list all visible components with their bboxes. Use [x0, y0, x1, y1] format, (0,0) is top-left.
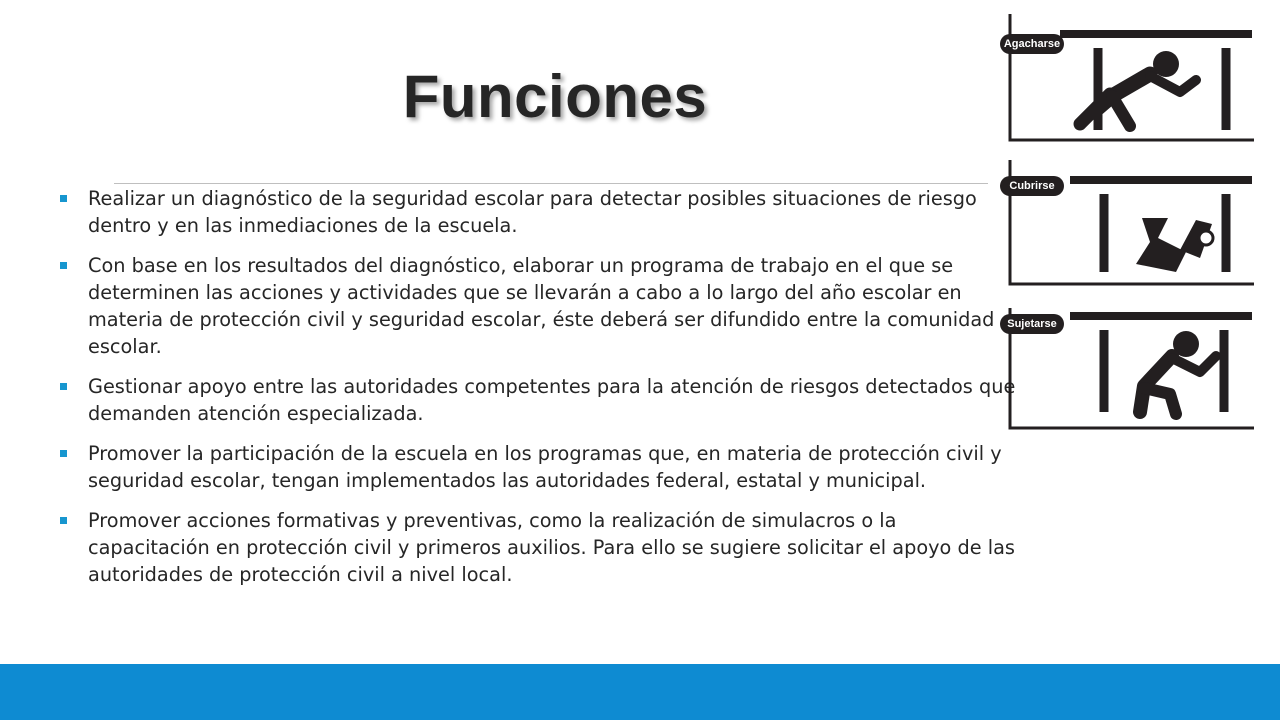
- cubrirse-label: Cubrirse: [1000, 176, 1064, 196]
- bullet-item: [60, 185, 1020, 239]
- agacharse-panel: [1000, 8, 1268, 148]
- bullet-text: Con base en los resultados del diagnóstico, elaborar un programa de trabajo en el que se determinen las acciones y actividades que se llevarán a cabo a lo largo del año escolar en materia de protección civil y seguridad escolar, éste deberá ser difundido entre la comunidad escolar.: [88, 254, 995, 358]
- bullet-item: [60, 507, 1020, 588]
- square-bullet-icon: [60, 195, 67, 202]
- cubrirse-panel: [1000, 154, 1268, 294]
- square-bullet-icon: [60, 450, 67, 457]
- square-bullet-icon: [60, 383, 67, 390]
- bullet-text: Realizar un diagnóstico de la seguridad escolar para detectar posibles situaciones de riesgo dentro y en las inmediaciones de la escuela.: [88, 187, 977, 237]
- crouching-person-icon: [1000, 8, 1268, 148]
- bullet-item: [60, 373, 1020, 427]
- bullet-list: [60, 185, 1020, 601]
- bullet-text: Promover acciones formativas y preventivas, como la realización de simulacros o la capacitación en protección civil y primeros auxilios. Para ello se sugiere solicitar el apoyo de las autoridades de protección civil a nivel local.: [88, 509, 1015, 586]
- sujetarse-label: Sujetarse: [1000, 314, 1064, 334]
- safety-illustration: [1000, 8, 1268, 440]
- bullet-item: [60, 252, 1020, 360]
- bullet-item: [60, 440, 1020, 494]
- bullet-text: Gestionar apoyo entre las autoridades competentes para la atención de riesgos detectados que demanden atención especializada.: [88, 375, 1016, 425]
- square-bullet-icon: [60, 517, 67, 524]
- slide-title: Funciones: [402, 63, 708, 130]
- agacharse-label: Agacharse: [1000, 34, 1064, 54]
- sujetarse-panel: [1000, 300, 1268, 440]
- covering-person-icon: [1000, 154, 1268, 294]
- square-bullet-icon: [60, 262, 67, 269]
- bullet-text: Promover la participación de la escuela en los programas que, en materia de protección civil y seguridad escolar, tengan implementados las autoridades federal, estatal y municipal.: [88, 442, 1002, 492]
- title-divider: [114, 183, 988, 184]
- footer-bar: [0, 664, 1280, 720]
